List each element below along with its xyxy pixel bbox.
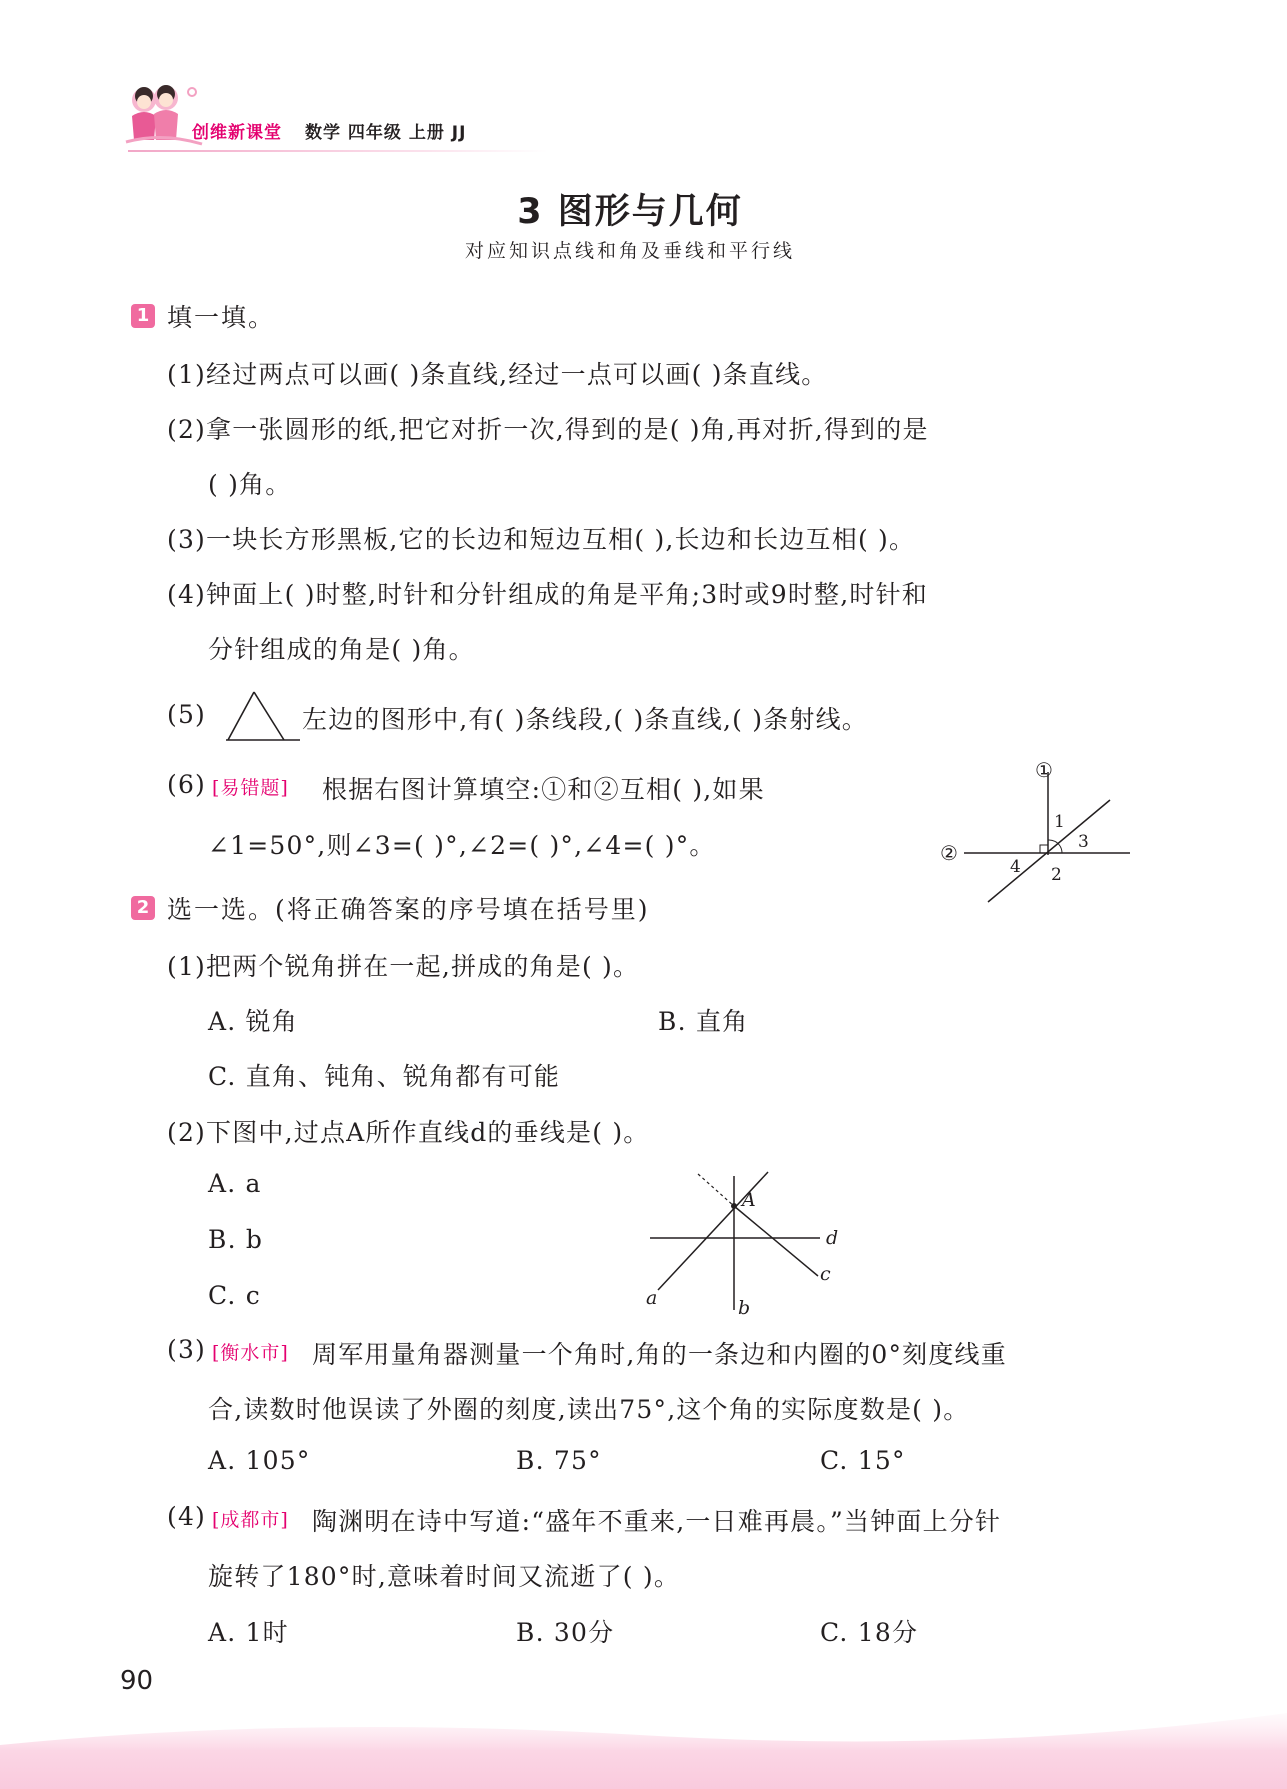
s1-q1: (1)经过两点可以画( )条直线,经过一点可以画( )条直线。 [167, 360, 828, 389]
s1-q6-prefix: (6) [167, 770, 207, 799]
s1-q4-line1: (4)钟面上( )时整,时针和分针组成的角是平角;3时或9时整,时针和 [167, 580, 928, 609]
angle-3-label: 3 [1078, 832, 1089, 852]
s2-q3-prefix: (3) [167, 1335, 207, 1364]
s2-q4-option-c: C. 18分 [820, 1618, 919, 1647]
s1-q6-line1: 根据右图计算填空:①和②互相( ),如果 [322, 775, 765, 804]
angle-4-label: 4 [1010, 857, 1021, 877]
s2-q1-option-c: C. 直角、钝角、锐角都有可能 [208, 1062, 561, 1091]
circle-1-label: ① [1035, 758, 1053, 782]
s2-q4-prefix: (4) [167, 1502, 207, 1531]
page-subtitle: 对应知识点线和角及垂线和平行线 [464, 240, 795, 262]
header-divider [128, 150, 548, 152]
section-1-title: 填一填。 [167, 303, 276, 332]
footer-band [0, 1705, 1287, 1789]
tag-error-prone: [易错题] [212, 777, 289, 799]
s2-q3-option-b: B. 75° [516, 1446, 602, 1475]
brand-name: 创维新课堂 [192, 123, 282, 143]
s2-q1-option-b: B. 直角 [658, 1007, 749, 1036]
s1-q2-line2: ( )角。 [208, 470, 292, 499]
s2-q4-option-b: B. 30分 [516, 1618, 615, 1647]
s2-q3-stem-line1: 周军用量角器测量一个角时,角的一条边和内圈的0°刻度线重 [312, 1340, 1007, 1369]
s2-q4-stem-line2: 旋转了180°时,意味着时间又流逝了( )。 [208, 1562, 681, 1591]
s2-q1-stem: (1)把两个锐角拼在一起,拼成的角是( )。 [167, 952, 640, 981]
circle-2-label: ② [940, 841, 958, 865]
tag-chengdu: [成都市] [212, 1509, 289, 1531]
s2-q3-option-a: A. 105° [208, 1446, 311, 1475]
s2-q4-option-a: A. 1时 [208, 1618, 289, 1647]
book-info: 数学 四年级 上册 JJ [305, 123, 467, 143]
s1-q3: (3)一块长方形黑板,它的长边和短边互相( ),长边和长边互相( )。 [167, 525, 916, 554]
point-a-label: A [742, 1189, 756, 1211]
page-number: 90 [120, 1666, 154, 1696]
perpendicular-figure [640, 1168, 860, 1318]
s1-q2-line1: (2)拿一张圆形的纸,把它对折一次,得到的是( )角,再对折,得到的是 [167, 415, 929, 444]
s2-q2-option-a: A. a [208, 1169, 262, 1198]
line-b-label: b [738, 1297, 751, 1318]
s1-q5-text: 左边的图形中,有( )条线段,( )条直线,( )条射线。 [302, 705, 869, 734]
s2-q4-stem-line1: 陶渊明在诗中写道:“盛年不重来,一日难再晨。”当钟面上分针 [312, 1507, 1002, 1536]
s2-q2-stem: (2)下图中,过点A所作直线d的垂线是( )。 [167, 1118, 650, 1147]
s2-q3-option-c: C. 15° [820, 1446, 906, 1475]
line-a-label: a [646, 1287, 658, 1309]
triangle-figure [224, 688, 304, 746]
s2-q1-option-a: A. 锐角 [208, 1007, 298, 1036]
line-d-label: d [826, 1227, 839, 1249]
section-1-number: 1 [131, 304, 155, 328]
s2-q2-option-c: C. c [208, 1281, 261, 1310]
page-title: 3 图形与几何 [517, 192, 743, 232]
s1-q6-line2: ∠1=50°,则∠3=( )°,∠2=( )°,∠4=( )°。 [208, 831, 716, 860]
section-2-number: 2 [131, 896, 155, 920]
angle-1-label: 1 [1054, 812, 1065, 832]
tag-hengshui: [衡水市] [212, 1342, 289, 1364]
section-2-title: 选一选。(将正确答案的序号填在括号里) [167, 895, 650, 924]
s2-q3-stem-line2: 合,读数时他误读了外圈的刻度,读出75°,这个角的实际度数是( )。 [208, 1395, 970, 1424]
s1-q5-prefix: (5) [167, 700, 207, 729]
line-c-label: c [820, 1263, 831, 1285]
s1-q4-line2: 分针组成的角是( )角。 [208, 635, 475, 664]
angle-figure [938, 752, 1138, 912]
angle-2-label: 2 [1051, 865, 1062, 885]
s2-q2-option-b: B. b [208, 1225, 264, 1254]
